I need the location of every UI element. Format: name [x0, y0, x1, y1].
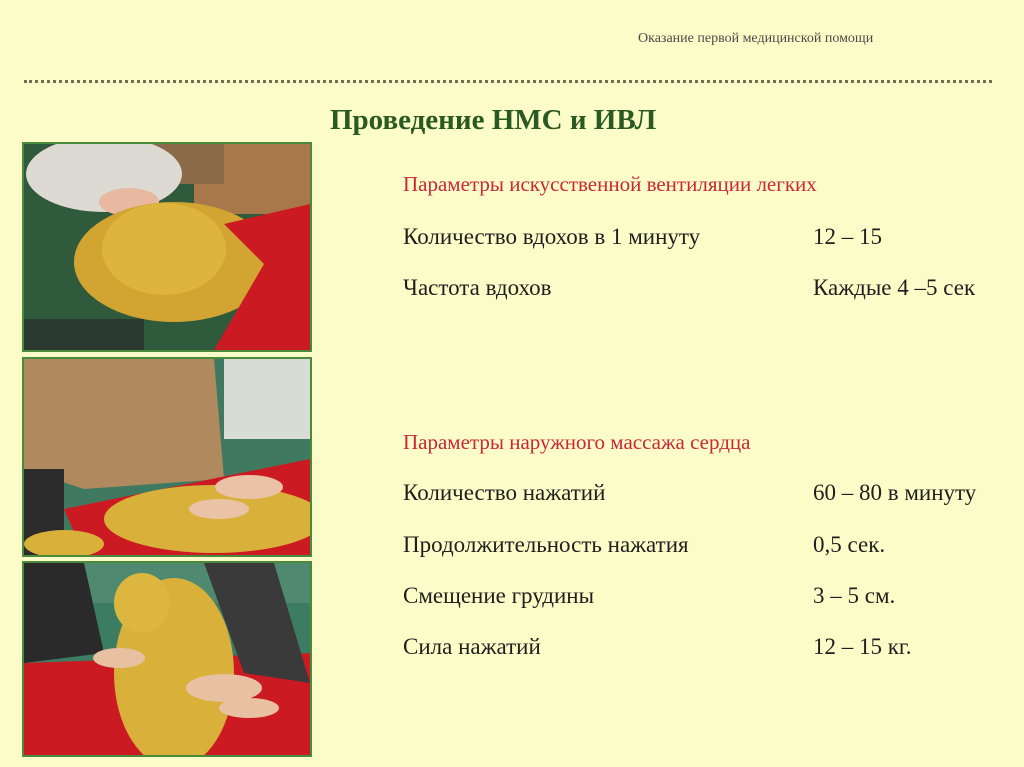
row-value: Каждые 4 –5 сек — [813, 275, 976, 300]
row-label: Количество нажатий — [403, 480, 606, 505]
compression-illustration — [24, 359, 310, 555]
row-label: Частота вдохов — [403, 275, 552, 300]
row-value: 12 – 15 — [813, 224, 882, 249]
row-label: Продолжительность нажатия — [403, 532, 689, 557]
ventilation-section-title: Параметры искусственной вентиляции легких — [403, 172, 817, 196]
divider — [24, 80, 992, 83]
row-value: 0,5 сек. — [813, 532, 886, 557]
hand-position-illustration — [24, 563, 310, 755]
header-title: Оказание первой медицинской помощи — [638, 31, 874, 46]
row-label: Количество вдохов в 1 минуту — [403, 224, 701, 249]
row-label: Смещение грудины — [403, 583, 595, 608]
photo-compression — [22, 357, 312, 557]
massage-section-title: Параметры наружного массажа сердца — [403, 430, 751, 454]
row-value: 3 – 5 см. — [813, 583, 896, 608]
ventilation-illustration — [24, 144, 310, 350]
row-value: 60 – 80 в минуту — [813, 480, 977, 505]
row-label: Сила нажатий — [403, 634, 541, 659]
row-value: 12 – 15 кг. — [813, 634, 912, 659]
photo-hand-position — [22, 561, 312, 757]
page-title: Проведение НМС и ИВЛ — [330, 104, 657, 136]
photo-ventilation — [22, 142, 312, 352]
